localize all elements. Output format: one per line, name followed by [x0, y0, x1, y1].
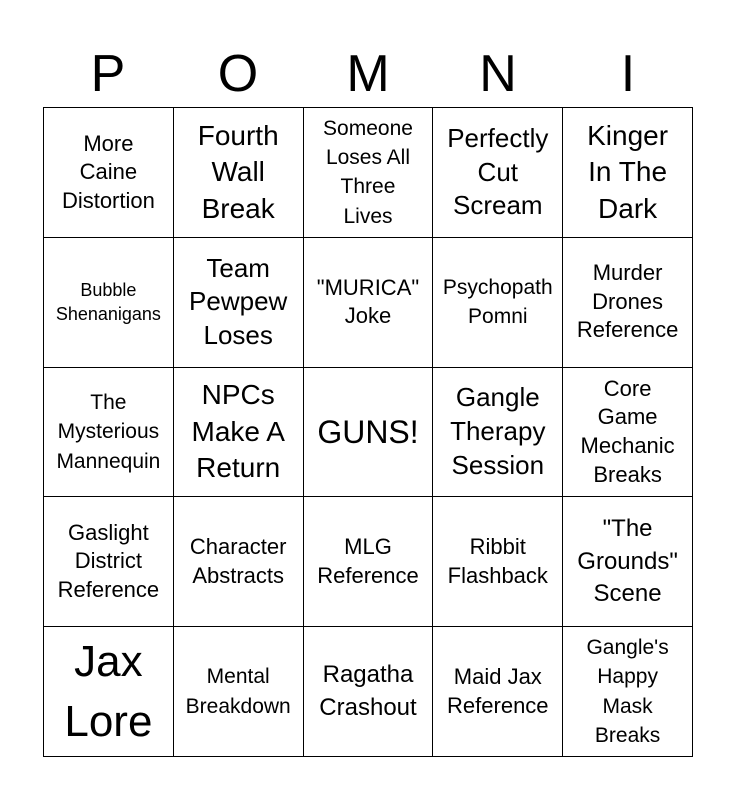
bingo-cell[interactable] [563, 238, 693, 368]
cell-text: Ribbit Flashback [447, 534, 548, 588]
bingo-cell[interactable] [304, 108, 434, 238]
bingo-cell[interactable] [563, 108, 693, 238]
bingo-cell[interactable] [304, 627, 434, 757]
cell-text: The Mysterious Mannequin [56, 390, 161, 473]
cell-text: GUNS! [317, 413, 419, 450]
cell-text: Character Abstracts [189, 534, 287, 588]
bingo-cell[interactable] [174, 497, 304, 627]
cell-text: Perfectly Cut Scream [447, 122, 549, 221]
cell-text: Gangle's Happy Mask Breaks [586, 635, 669, 747]
cell-text: Gaslight District Reference [57, 519, 160, 603]
bingo-cell[interactable] [174, 108, 304, 238]
bingo-cell[interactable] [433, 368, 563, 498]
bingo-cell[interactable] [304, 238, 434, 368]
bingo-cell[interactable] [433, 627, 563, 757]
cell-text: Bubble Shenanigans [55, 279, 161, 325]
header-letter-n: N [479, 45, 517, 103]
header-letter-m: M [346, 45, 390, 103]
bingo-cell[interactable] [44, 497, 174, 627]
cell-text: More Caine Distortion [61, 130, 155, 213]
bingo-cell[interactable] [174, 238, 304, 368]
bingo-cell[interactable] [44, 368, 174, 498]
header-letter-i: I [620, 45, 636, 103]
bingo-cell[interactable] [174, 368, 304, 498]
cell-text: "MURICA" Joke [316, 274, 420, 329]
cell-text: Kinger In The Dark [587, 119, 669, 224]
cell-text: Maid Jax Reference [447, 664, 549, 718]
cell-text: Core Game Mechanic Breaks [580, 375, 675, 487]
bingo-cell[interactable] [563, 627, 693, 757]
cell-text: Ragatha Crashout [319, 661, 417, 721]
bingo-cell[interactable] [433, 108, 563, 238]
bingo-cell[interactable] [174, 627, 304, 757]
header-letter-p: P [90, 45, 126, 103]
cell-text: Mental Breakdown [185, 665, 291, 718]
bingo-cell[interactable] [44, 238, 174, 368]
bingo-cell[interactable] [433, 238, 563, 368]
cell-text: Gangle Therapy Session [450, 382, 546, 480]
cell-text: Murder Drones Reference [576, 260, 679, 343]
bingo-cell[interactable] [44, 627, 174, 757]
cell-text: "The Grounds" Scene [577, 515, 678, 607]
cell-text: MLG Reference [317, 534, 419, 588]
cell-text: Someone Loses All Three Lives [323, 116, 413, 228]
bingo-cell[interactable] [304, 497, 434, 627]
bingo-cell[interactable] [563, 497, 693, 627]
bingo-header [43, 40, 693, 108]
bingo-cell[interactable] [304, 368, 434, 498]
bingo-cell[interactable] [433, 497, 563, 627]
bingo-cell[interactable] [563, 368, 693, 498]
cell-text: Jax Lore [64, 637, 153, 746]
header-letter-o: O [217, 45, 259, 103]
bingo-cell[interactable] [44, 108, 174, 238]
cell-text: NPCs Make A Return [191, 379, 285, 484]
cell-text: Fourth Wall Break [197, 119, 279, 224]
bingo-grid [43, 107, 693, 757]
cell-text: Team Pewpew Loses [189, 252, 288, 351]
cell-text: Psychopath Pomni [442, 275, 553, 329]
